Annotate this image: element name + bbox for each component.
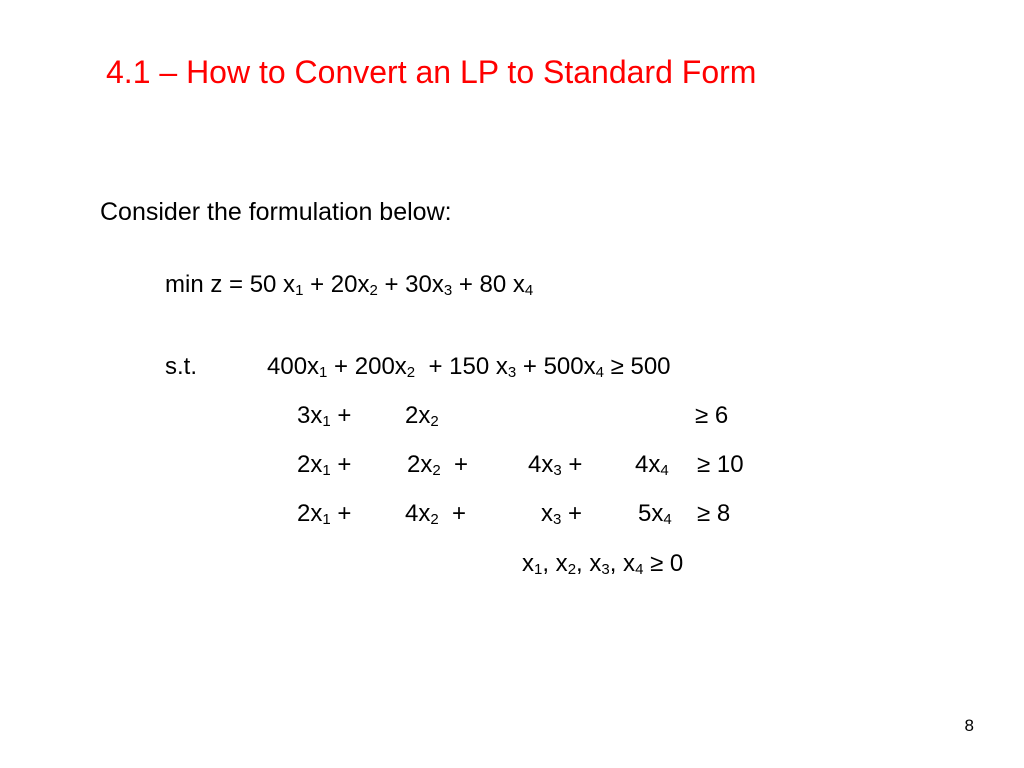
nonnegativity-constraint: $x_1$, $x_2$, $x_3$, $x_4 \ge 0$: [522, 550, 684, 578]
term-x3: $x_3$ +: [541, 500, 583, 528]
constraint-rhs: ≥ 8: [697, 500, 731, 527]
term-x4: $4x_4$: [635, 451, 669, 479]
constraint-1: $400x_1 + 200x_2 + 150$ $x_3 + 500x_4 \ge 500$: [267, 353, 671, 381]
term-x2: $2x_2$: [405, 402, 439, 430]
term-x2: $2x_2$ +: [407, 451, 469, 479]
term-x1: $2x_1$ +: [297, 500, 352, 528]
term-x3: $4x_3$ +: [528, 451, 583, 479]
objective-function: min z = 50 $x_1 + 20x_2 + 30x_3 + 80$ $x_4$: [165, 271, 534, 299]
constraint-4: [0, 499, 1024, 529]
constraint-rhs: ≥ 6: [695, 402, 729, 429]
constraint-3: [0, 450, 1024, 480]
term-x1: $3x_1$ +: [297, 402, 352, 430]
constraint-2: [0, 401, 1024, 431]
term-x2: $4x_2$ +: [405, 500, 467, 528]
slide-title: 4.1 – How to Convert an LP to Standard Form: [106, 54, 757, 90]
term-x1: $2x_1$ +: [297, 451, 352, 479]
intro-text: Consider the formulation below:: [100, 198, 452, 226]
constraint-rhs: ≥ 10: [697, 451, 744, 478]
subject-to-label: s.t.: [165, 353, 198, 380]
term-x4: $5x_4$: [638, 500, 672, 528]
page-number: 8: [964, 716, 974, 735]
